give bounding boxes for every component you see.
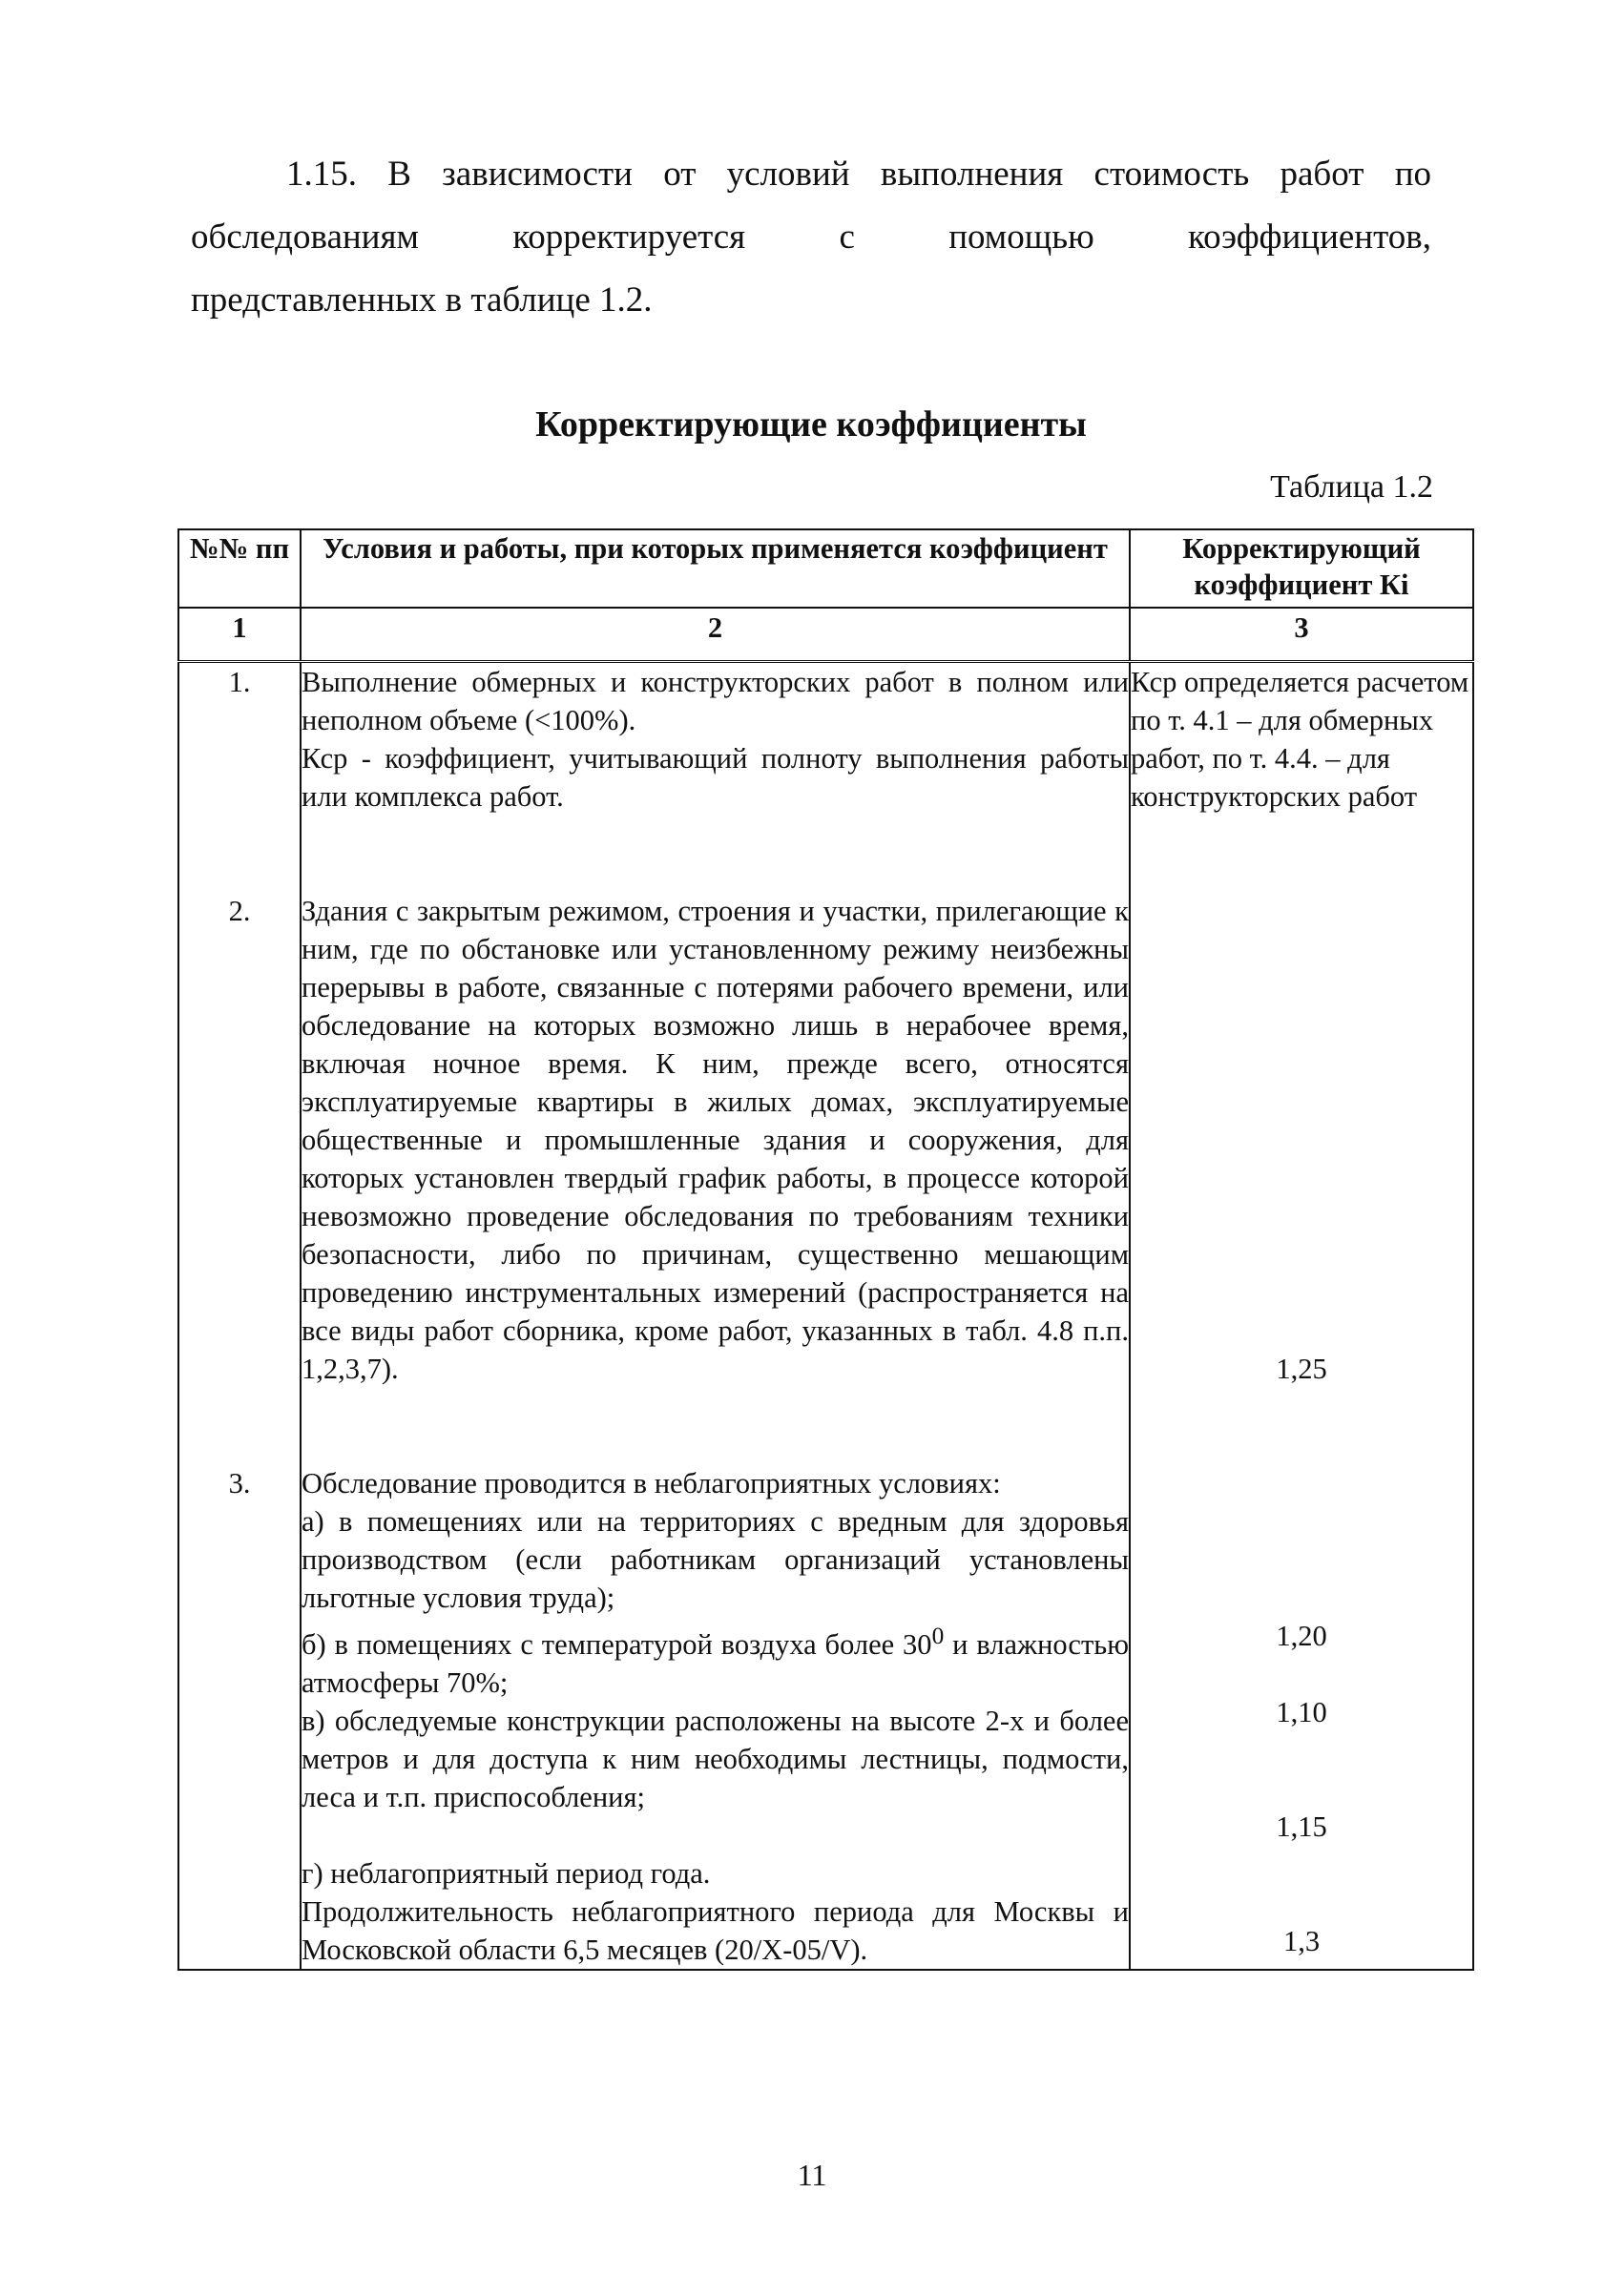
degree-superscript: 0: [931, 1623, 945, 1649]
row-1-note: Кср - коэффициент, учитывающий полноту выполнения работы или комплекса работ.: [302, 742, 1129, 813]
table-body-row: [178, 662, 1473, 1971]
header-coefficient: Корректирующий коэффициент Кi: [1130, 529, 1473, 608]
numbers-column: [178, 662, 301, 1971]
intro-line-2: обследованиям корректируется с помощью коэффициентов,: [191, 217, 1431, 257]
coefficients-column: [1130, 662, 1473, 1971]
row-3d-coefficient: 1,3: [1282, 1925, 1321, 1957]
row-1-text: Выполнение обмерных и конструкторских работ в полном или неполном объеме (<100%).: [302, 666, 1129, 736]
row-2-conditions: [302, 892, 1129, 1464]
page-number: 11: [797, 2158, 827, 2192]
row-3-intro: Обследование проводится в неблагоприятных условиях:: [302, 1467, 1001, 1500]
table-number: Таблица 1.2: [1270, 469, 1433, 505]
row-3-conditions: [302, 1464, 1129, 1969]
row-3b-text: б) в помещениях с температурой воздуха более $30^0$ и влажностью атмосферы 70%;: [302, 1623, 1129, 1700]
row-1-coefficient: Кср определяется расчетом по т. 4.1 – для обмерных работ, по т. 4.4. – для конструкторских работ: [1131, 666, 1469, 813]
row-number-3: 3.: [228, 1467, 251, 1500]
index-cell-1: 1: [178, 608, 301, 662]
table-heading: Корректирующие коэффициенты: [535, 404, 1087, 445]
row-3d-detail: Продолжительность неблагоприятного периода для Москвы и Московской области 6,5 месяцев (20/X-05/V).: [302, 1895, 1129, 1967]
row-number-2: 2.: [228, 895, 251, 927]
row-3d-text: г) неблагоприятный период года.: [302, 1857, 711, 1891]
row-3a-coefficient: 1,20: [1276, 1620, 1327, 1652]
table-header-row: [178, 529, 1473, 608]
row-3c-coefficient: 1,15: [1276, 1810, 1327, 1843]
table-index-row: [178, 608, 1473, 662]
coefficients-table: [177, 528, 1474, 1971]
row-number-1: 1.: [228, 666, 251, 698]
row-3b-coefficient: 1,10: [1276, 1696, 1327, 1728]
conditions-column: [301, 662, 1130, 1971]
index-cell-3: 3: [1130, 608, 1473, 662]
header-number: №№ пп: [178, 529, 301, 608]
intro-line-1: 1.15. В зависимости от условий выполнения стоимость работ по: [286, 155, 1431, 194]
row-1-conditions: [302, 663, 1129, 892]
row-2-coefficient: 1,25: [1276, 1353, 1327, 1385]
index-cell-2: 2: [301, 608, 1130, 662]
header-conditions: Условия и работы, при которых применяется коэффициент: [301, 529, 1130, 608]
row-3a-text: а) в помещениях или на территориях с вредным для здоровья производством (если работникам организаций установлены льготные условия труда);: [302, 1505, 1129, 1614]
row-3c-text: в) обследуемые конструкции расположены на высоте 2-х и более метров и для доступа к ним необходимы лестницы, подмости, леса и т.п. приспособления;: [302, 1705, 1129, 1814]
intro-paragraph: [191, 143, 1431, 332]
row-2-text: Здания с закрытым режимом, строения и участки, прилегающие к ним, где по обстановке или установленному режиму неизбежны перерывы в работе, связанные с потерями рабочего времени, или обследование на которых возможно лишь в нерабочее время, включая ночное время. К ним, прежде всего, относятся эксплуатируемые квартиры в жилых домах, эксплуатируемые общественные и промышленные здания и сооружения, для которых установлен твердый график работы, в процессе которой невозможно проведение обследования по требованиям техники безопасности, либо по причинам, существенно мешающим проведению инструментальных измерений (распространяется на все виды работ сборника, кроме работ, указанных в табл. 4.8 п.п. 1,2,3,7).: [302, 895, 1129, 1385]
intro-line-3: представленных в таблице 1.2.: [191, 280, 653, 320]
